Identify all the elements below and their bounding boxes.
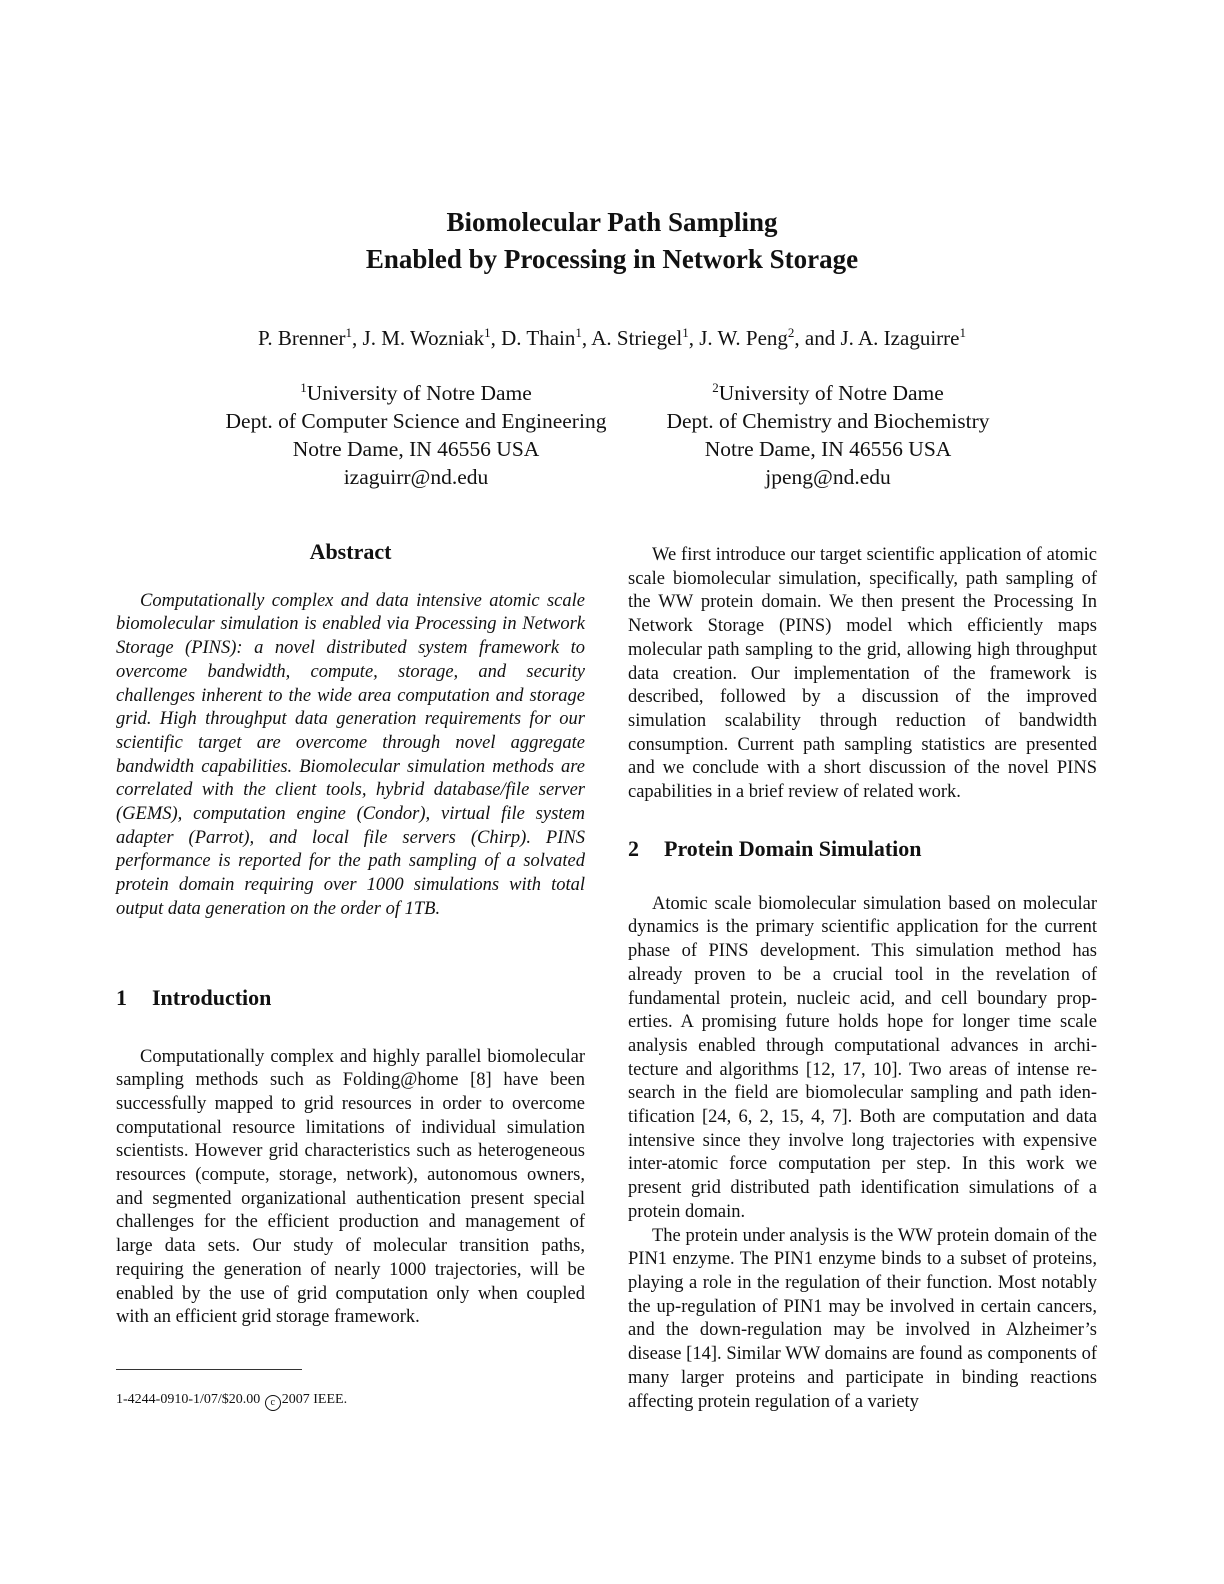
author: D. Thain$^1$, [501,325,592,350]
author: A. Striegel$^1$, [591,325,700,350]
abstract [116,540,585,922]
abstract-heading: Abstract [309,539,392,564]
copyright-footnote: 1-4244-0910-1/07/$20.00 c 2007 IEEE. [116,1391,347,1411]
paper-title [0,204,1224,278]
introduction-paragraph-continued: We first introduce our target scientific application of atomic scale biomolecular simulation, specifically, path sampling of the WW protein domain. We then present the Processing In Network Storage (PINS) model which efficiently maps molecular path sampling to the grid, allowing high throughput data creation. Our implementation of the framework is described, followed by a discussion of the improved simulation scalability through reduction of bandwidth consumption. Current path sampling statistics are presented and we conclude with a short discussion of the novel PINS capabilities in a brief review of related work. [628,545,1097,803]
section-heading-protein-domain-simulation: 2 Protein Domain Simulation [628,835,922,861]
left-column [116,540,585,1330]
title-line-2: Enabled by Processing in Network Storage [365,244,859,274]
introduction-paragraph: Computationally complex and highly parallel biomolecular sampling methods such as Folding@home [8] have been successfully mapped to grid resources in order to overcome computational resource limitations of individual simulation scientists. However grid characteristics such as heterogeneous resources (compute, storage, network), autonomous owners, and segmented organizational authentication present special challenges for the efficient production and management of large data sets. Our study of molecular transition paths, requiring the generation of nearly 1000 trajectories, will be enabled by the use of grid computation only when coupled with an efficient grid storage framework. [116,1046,585,1328]
email-address: izaguirr@nd.edu [343,465,489,490]
copyright-icon: c [265,1395,281,1411]
section-2-paragraph-2: The protein under analysis is the WW protein domain of the PIN1 enzyme. The PIN1 enzyme binds to a subset of proteins, playing a role in the regulation of their function. Most notably the up-regulation of PIN1 may be involved in certain cancers, and the down-regulation may be involved in Alzheimer’s disease [14]. Similar WW domains are found as components of many larger proteins and participate in binding reactions affecting protein regulation of a variety [628,1225,1097,1412]
author-list [0,318,1224,353]
section-heading-introduction: 1 Introduction [116,984,272,1010]
abstract-text: Computationally complex and data intensive atomic scale biomolecular simulation is enabled via Processing in Network Storage (PINS): a novel distributed system framework to overcome bandwidth, compute, storage, and security challenges inherent to the wide area computation and storage grid. High throughput data generation requirements for our scientific target are overcome through novel aggregate bandwidth capabilities. Biomolecular simulation methods are correlated with the client tools, hybrid database/file server (GEMS), computation engine (Condor), virtual file system adapter (Parrot), and local file servers (Chirp). PINS performance is reported for the path sampling of a solvated protein domain requiring over 1000 simulations with total output data generation on the order of 1TB. [116,590,585,919]
right-column [628,544,1097,1414]
footnote-rule [116,1369,302,1370]
affiliation-2: $^2$University of Notre Dame Dept. of Chemistry and Biochemistry Notre Dame, IN 46556 USA jpeng@nd.edu [628,374,1028,491]
email-address: jpeng@nd.edu [765,465,891,490]
author: P. Brenner$^1$, [258,325,363,350]
title-line-1: Biomolecular Path Sampling [446,207,778,237]
affiliation-1: $^1$University of Notre Dame Dept. of Computer Science and Engineering Notre Dame, IN 46556 USA izaguirr@nd.edu [206,374,626,491]
section-2-paragraph-1: Atomic scale biomolecular simulation based on molecular dynamics is the primary scientific application for the current phase of PINS development. This simulation method has already proven to be a crucial tool in the revelation of fundamental protein, nucleic acid, and cell boundary properties. A promising future holds hope for longer time scale analysis enabled through computational advances in architecture and algorithms [12, 17, 10]. Two areas of intense research in the field are biomolecular sampling and path identification [24, 6, 2, 15, 4, 7]. Both are computation and data intensive since they involve long trajectories with expensive inter-atomic force computation per step. In this work we present grid distributed path identification simulations of a protein domain. [628,893,1097,1222]
author: J. M. Wozniak$^1$, [362,325,502,350]
author: J. W. Peng$^2$, and [699,325,841,350]
author: J. A. Izaguirre$^1$ [840,325,966,350]
